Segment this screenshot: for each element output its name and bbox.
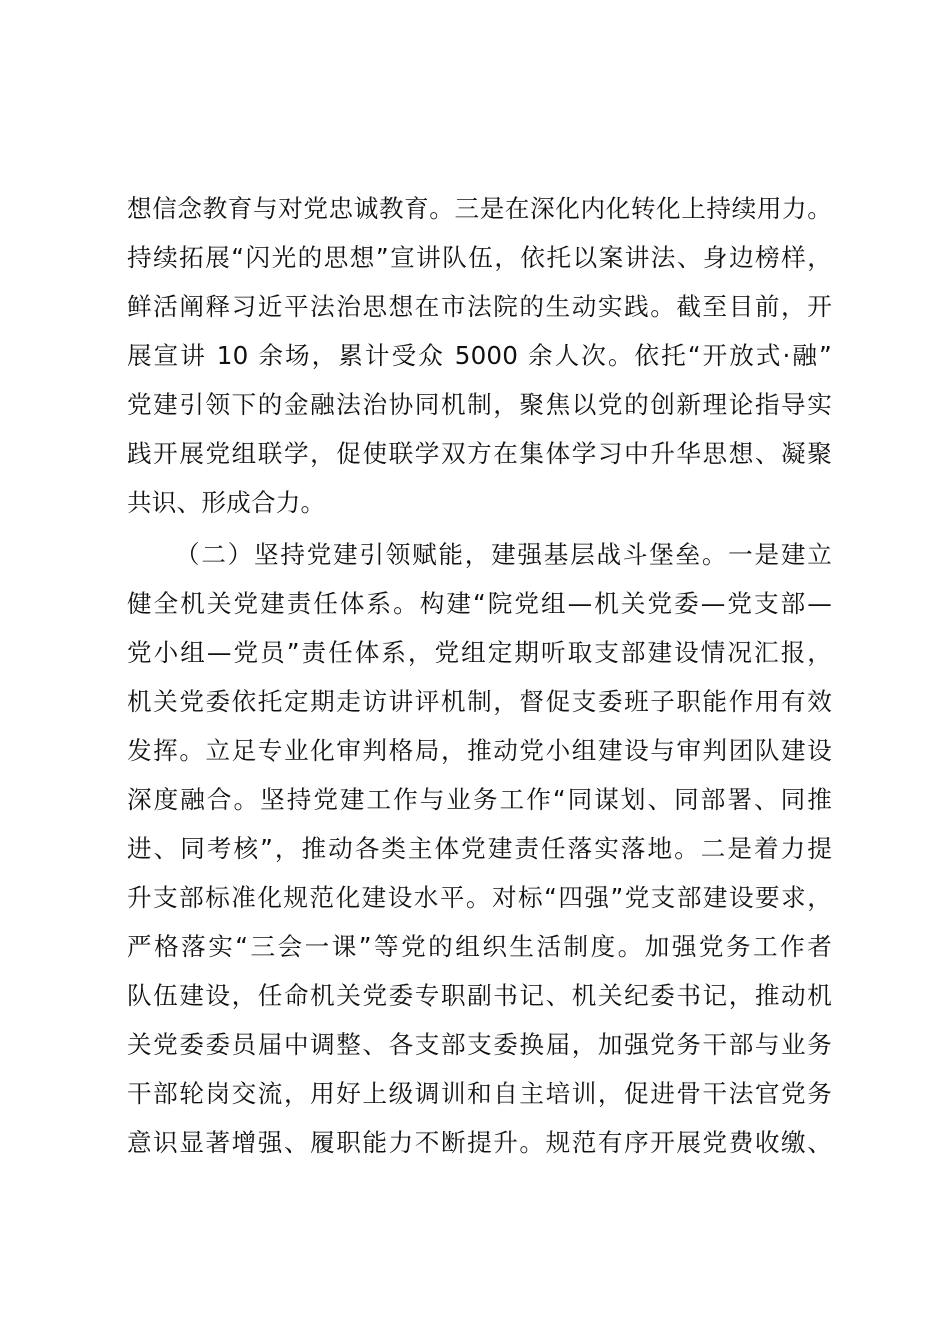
text-line-5: 党建引领下的金融法治协同机制，聚焦以党的创新理论指导实 [127,390,832,419]
text-line-4: 展宣讲 10 余场，累计受众 5000 余人次。依托“开放式·融” [127,341,832,370]
text-line-9: 健全机关党建责任体系。构建“院党组—机关党委—党支部— [127,589,832,618]
text-line-17: 队伍建设，任命机关党委专职副书记、机关纪委书记，推动机 [127,981,832,1010]
text-line-19: 干部轮岗交流，用好上级调训和自主培训，促进骨干法官党务 [127,1079,832,1108]
text-line-1: 想信念教育与对党忠诚教育。三是在深化内化转化上持续用力。 [127,194,832,223]
text-line-8: （二）坚持党建引领赋能，建强基层战斗堡垒。一是建立 [175,540,832,569]
text-line-14: 进、同考核”，推动各类主体党建责任落实落地。二是着力提 [127,834,832,863]
text-line-11: 机关党委依托定期走访讲评机制，督促支委班子职能作用有效 [127,687,832,716]
text-line-18: 关党委委员届中调整、各支部支委换届，加强党务干部与业务 [127,1030,832,1059]
text-line-12: 发挥。立足专业化审判格局，推动党小组建设与审判团队建设 [127,736,832,765]
text-line-16: 严格落实“三会一课”等党的组织生活制度。加强党务工作者 [127,932,832,961]
text-line-3: 鲜活阐释习近平法治思想在市法院的生动实践。截至目前，开 [127,292,832,321]
text-line-20: 意识显著增强、履职能力不断提升。规范有序开展党费收缴、 [127,1128,832,1157]
text-line-15: 升支部标准化规范化建设水平。对标“四强”党支部建设要求， [127,883,832,912]
text-line-10: 党小组—党员”责任体系，党组定期听取支部建设情况汇报， [127,638,832,667]
text-line-2: 持续拓展“闪光的思想”宣讲队伍，依托以案讲法、身边榜样， [127,243,832,272]
text-line-13: 深度融合。坚持党建工作与业务工作“同谋划、同部署、同推 [127,785,832,814]
text-line-6: 践开展党组联学，促使联学双方在集体学习中升华思想、凝聚 [127,439,832,468]
text-line-7: 共识、形成合力。 [127,488,326,517]
